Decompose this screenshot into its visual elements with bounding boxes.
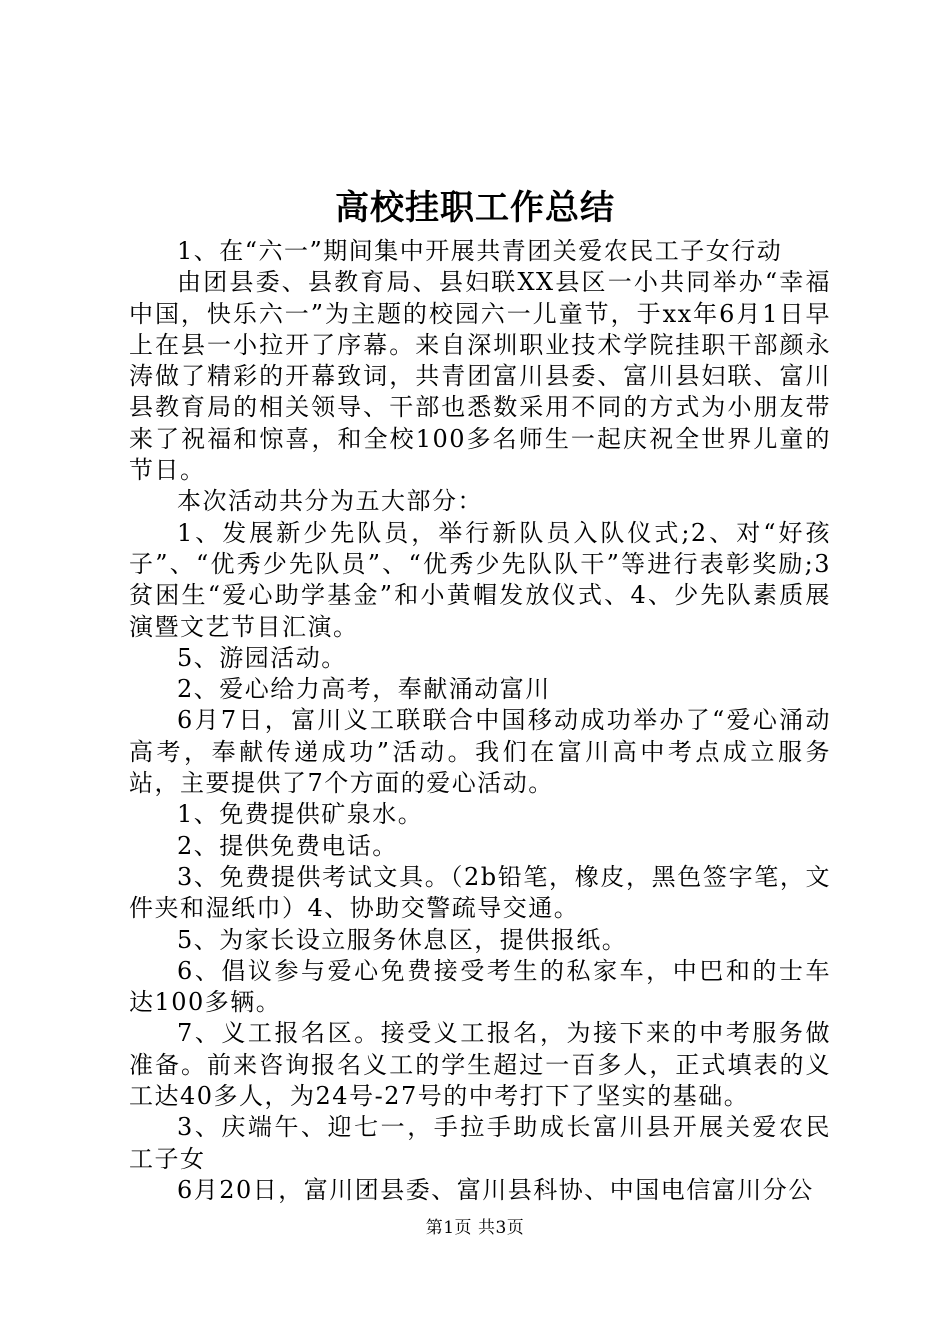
paragraph: 由团县委、县教育局、县妇联XX县区一小共同举办“幸福中国，快乐六一”为主题的校园六一儿童节，于xx年6月1日早上在县一小拉开了序幕。来自深圳职业技术学院挂职干部颜永涛做了精彩的开幕致词，共青团富川县委、富川县妇联、富川县教育局的相关领导、干部也悉数采用不同的方式为小朋友带来了祝福和惊喜，和全校100多名师生一起庆祝全世界儿童的节日。 [129, 268, 831, 485]
paragraph: 1、免费提供矿泉水。 [177, 800, 424, 829]
paragraph: 7、义工报名区。接受义工报名，为接下来的中考服务做准备。前来咨询报名义工的学生超过一百多人，正式填表的义工达40多人，为24号-27号的中考打下了坚实的基础。 [129, 1019, 831, 1111]
paragraph: 6月7日，富川义工联联合中国移动成功举办了“爱心涌动高考，奉献传递成功”活动。我们在富川高中考点成立服务站，主要提供了7个方面的爱心活动。 [129, 706, 831, 798]
paragraph: 6、倡议参与爱心免费接受考生的私家车，中巴和的士车达100多辆。 [129, 956, 831, 1017]
paragraph: 1、在“六一”期间集中开展共青团关爱农民工子女行动 [177, 237, 783, 265]
paragraph: 2、爱心给力高考，奉献涌动富川 [177, 675, 551, 704]
paragraph: 3、免费提供考试文具。（2b铅笔，橡皮，黑色签字笔，文件夹和湿纸巾）4、协助交警疏导交通。 [129, 862, 831, 923]
paragraph: 2、提供免费电话。 [177, 831, 398, 860]
document-title: 高校挂职工作总结 [335, 188, 615, 228]
paragraph: 3、庆端午、迎七一，手拉手助成长富川县开展关爱农民工子女 [129, 1113, 831, 1173]
paragraph: 5、为家长设立服务休息区，提供报纸。 [177, 925, 628, 954]
paragraph: 6月20日，富川团县委、富川县科协、中国电信富川分公 [177, 1175, 814, 1204]
paragraph: 5、游园活动。 [177, 643, 347, 672]
paragraph: 1、发展新少先队员，举行新队员入队仪式;2、对“好孩子”、“优秀少先队员”、“优秀少先队队干”等进行表彰奖励;3贫困生“爱心助学基金”和小黄帽发放仪式、4、少先队素质展演暨文艺节目汇演。 [129, 518, 831, 641]
page-footer: 第1页 共3页 [425, 1218, 525, 1238]
document-body [129, 236, 831, 1206]
paragraph: 本次活动共分为五大部分： [177, 487, 483, 516]
